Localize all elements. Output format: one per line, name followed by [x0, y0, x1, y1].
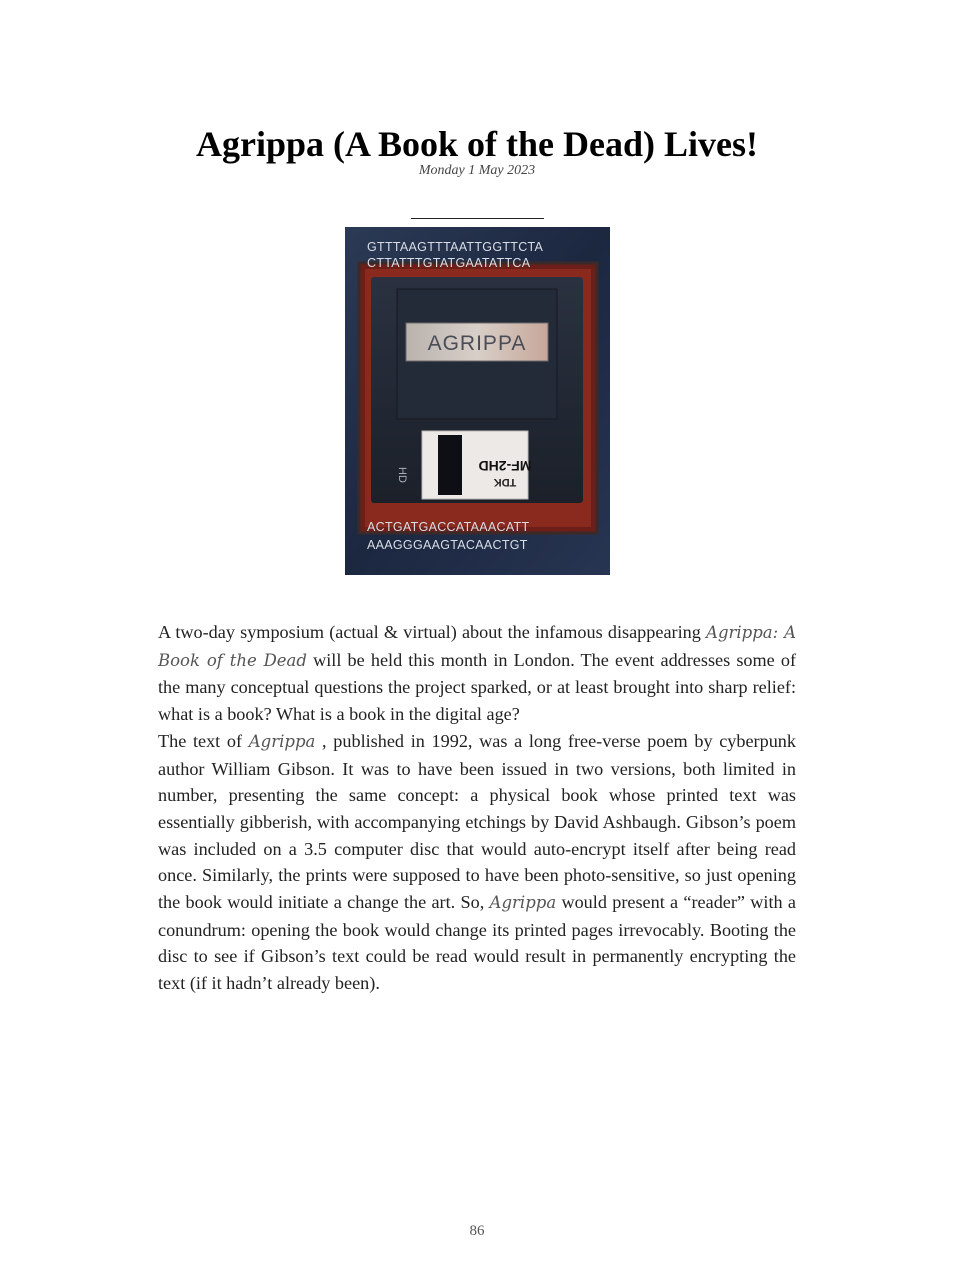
dna-top-line-1: GTTTAAGTTTAATTGGTTCTA	[367, 240, 544, 254]
tdk-brand-text: TDK	[493, 476, 517, 488]
dna-bottom-line-2: AAAGGGAAGTACAACTGT	[367, 538, 528, 552]
dna-top-line-2: CTTATTTGTATGAATATTCA	[367, 256, 531, 270]
paragraph-2-text-c: would present a “reader” with a conundrum: opening the book would change its printed pages irrevocably. Booting the disc to see if Gibson’s text could be read would result in permanently encrypting the text (if it hadn’t already been).	[158, 892, 796, 994]
article-date: Monday 1 May 2023	[418, 163, 536, 178]
book-title-emphasis: Agrippa	[489, 893, 557, 913]
article-title: Agrippa (A Book of the Dead) Lives!	[195, 124, 758, 164]
dna-bottom-line-1: ACTGATGACCATAAACATT	[367, 520, 530, 534]
book-title-emphasis: Agrippa: A Book of the Dead	[158, 623, 797, 670]
paragraph-1-text-b: will be held this month in London. The event addresses some of the many conceptual questions the project sparked, or at least brought into sharp relief: what is a book? What is a book in the digital age?	[158, 649, 797, 725]
paragraph-1	[158, 619, 796, 728]
paragraph-2-text-b: , published in 1992, was a long free-verse poem by cyberpunk author William Gibson. It was to have been issued in two versions, both limited in number, presenting the same concept: a physical book whose printed text was essentially gibberish, with accompanying etchings by David Ashbaugh. Gibson’s poem was included on a 3.5 computer disc that would auto-encrypt itself after being read once. Similarly, the prints were supposed to have been photo-sensitive, so just opening the book would initiate a change the art. So,	[158, 730, 796, 913]
title-divider	[411, 218, 544, 219]
page-number: 86	[469, 1223, 485, 1239]
article-body	[158, 619, 796, 997]
write-protect-window	[438, 435, 462, 495]
paragraph-2	[158, 728, 796, 997]
disk-label-text: AGRIPPA	[427, 332, 527, 355]
paragraph-1-text-a: A two-day symposium (actual & virtual) about the infamous disappearing	[158, 622, 707, 642]
hd-mark: HD	[396, 467, 408, 483]
agrippa-disk-photo	[345, 227, 610, 575]
tdk-model-text: MF-2HD	[478, 458, 532, 474]
paragraph-2-text-a: The text of	[158, 730, 249, 751]
book-title-emphasis: Agrippa	[248, 731, 316, 751]
